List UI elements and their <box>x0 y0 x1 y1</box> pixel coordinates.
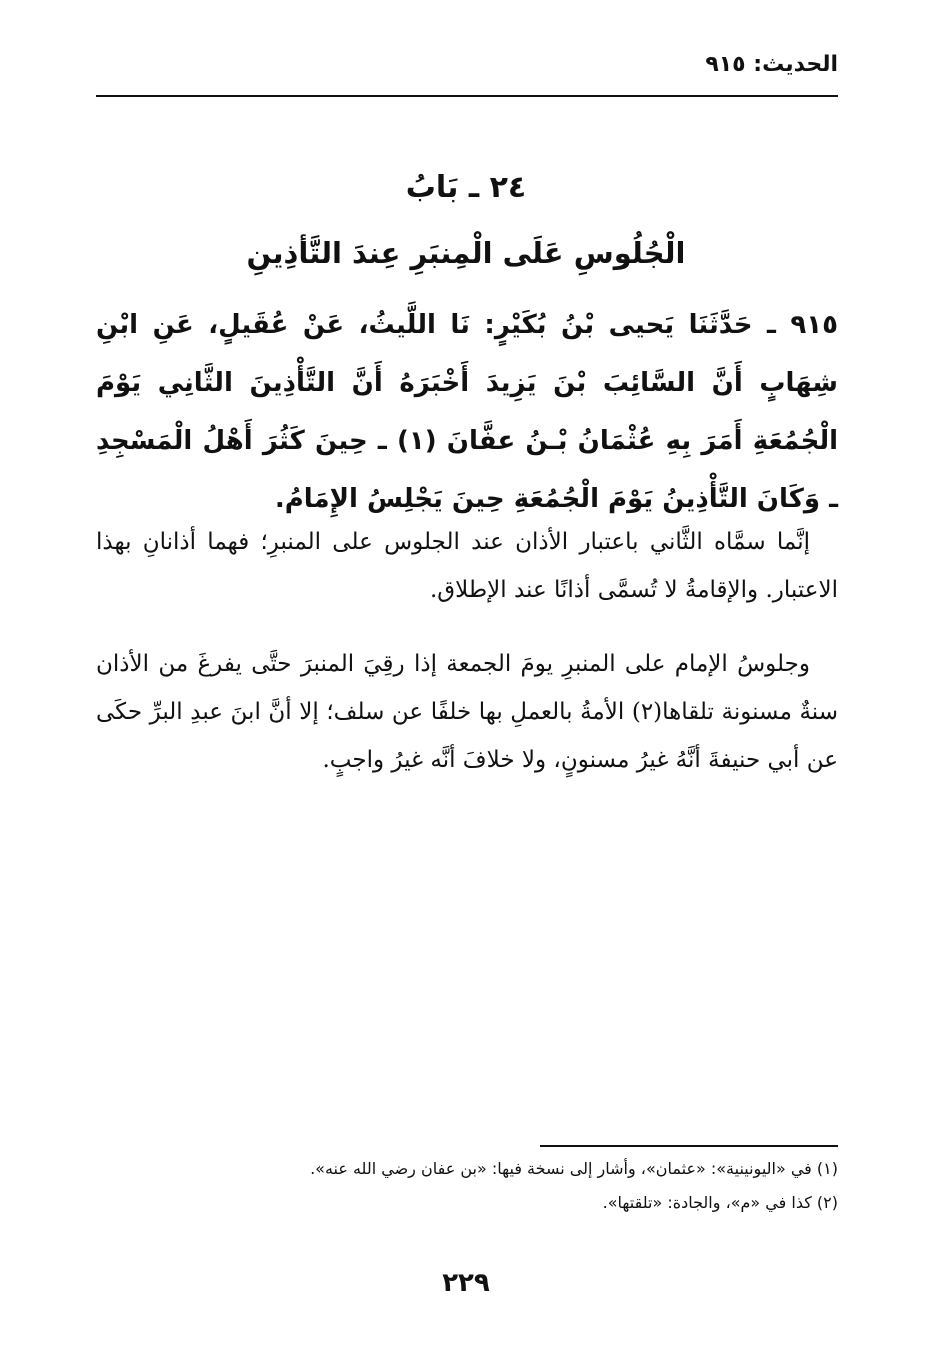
chapter-title: الْجُلُوسِ عَلَى الْمِنبَرِ عِندَ التَّأذِينِ <box>246 236 686 270</box>
footnote-item: (٢) كذا في «م»، والجادة: «تلقتها». <box>602 1193 838 1212</box>
chapter-number: ٢٤ ـ بَابُ <box>405 170 527 205</box>
hadith-text: ٩١٥ ـ حَدَّثَنَا يَحيى بْنُ بُكَيْرٍ: نَا اللَّيثُ، عَنْ عُقَيلٍ، عَنِ ابْنِ شِهَابٍ أَنَّ السَّائِبَ بْنَ يَزِيدَ أَخْبَرَهُ أَنَّ التَّأْذِينَ الثَّانِي يَوْمَ الْجُمُعَةِ أَمَرَ بِهِ عُثْمَانُ بْـنُ عفَّانَ (١) ـ حِينَ كَثُرَ أَهْلُ الْمَسْجِدِ ـ وَكَانَ التَّأْذِينُ يَوْمَ الْجُمُعَةِ حِينَ يَجْلِسُ الإِمَامُ. <box>96 310 838 514</box>
footnote-rule <box>540 1145 838 1147</box>
page-number: ٢٢٩ <box>442 1268 490 1298</box>
running-header: الحديث: ٩١٥ <box>705 52 838 77</box>
header-rule <box>96 95 838 97</box>
footnotes <box>96 1152 838 1220</box>
commentary-paragraph: إنَّما سمَّاه الثَّاني باعتبار الأذان عند الجلوس على المنبرِ؛ فهما أذانانِ بهذا الاعتبار. والإقامةُ لا تُسمَّى أذانًا عند الإطلاق. <box>96 529 838 603</box>
commentary-paragraph: وجلوسُ الإمام على المنبرِ يومَ الجمعة إذا رقِيَ المنبرَ حتَّى يفرغَ من الأذان سنةٌ مسنونة تلقاها(٢) الأمةُ بالعملِ بها خلفًا عن سلف؛ إلا أنَّ ابنَ عبدِ البرِّ حكَى عن أبي حنيفةَ أنَّهُ غيرُ مسنونٍ، ولا خلافَ أنَّه غيرُ واجبٍ. <box>96 651 839 773</box>
footnote-item: (١) في «اليونينية»: «عثمان»، وأشار إلى نسخة فيها: «بن عفان رضي الله عنه». <box>310 1159 838 1178</box>
